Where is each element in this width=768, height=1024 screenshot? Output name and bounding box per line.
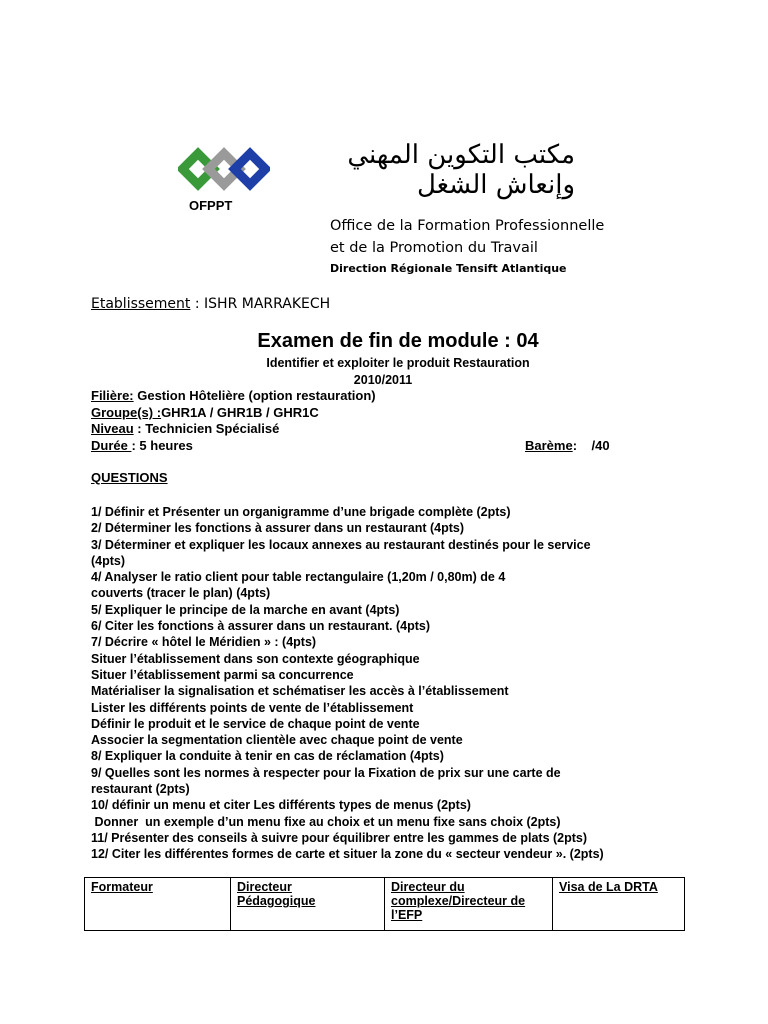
- filiere-line: [91, 388, 376, 403]
- office-line-2: et de la Promotion du Travail: [330, 240, 538, 256]
- exam-subtitle: Identifier et exploiter le produit Restauration: [266, 356, 530, 370]
- table-row: [85, 878, 685, 931]
- bareme-line: [525, 438, 610, 453]
- duree-value: : 5 heures: [131, 438, 193, 453]
- question-line: 12/ Citer les différentes formes de carte et situer la zone du « secteur vendeur ». (2pts): [91, 847, 604, 862]
- question-line: 2/ Déterminer les fonctions à assurer dans un restaurant (4pts): [91, 521, 465, 536]
- filiere-value: Gestion Hôtelière (option restauration): [133, 388, 376, 403]
- bareme-value: : /40: [572, 438, 610, 453]
- signature-cell-directeur-complexe: [385, 878, 553, 931]
- question-line: (4pts): [91, 553, 126, 568]
- groupes-value: GHR1A / GHR1B / GHR1C: [161, 405, 319, 420]
- groupes-label: Groupe(s) :: [91, 405, 162, 420]
- complexe-label-l2: complexe/Directeur de: [391, 894, 526, 908]
- question-line: Matérialiser la signalisation et schématiser les accès à l’établissement: [91, 684, 509, 699]
- arabic-title: مكتب التكوين المهني وإنعاش الشغل: [347, 140, 575, 200]
- niveau-line: [91, 421, 279, 436]
- question-line: 8/ Expliquer la conduite à tenir en cas de réclamation (4pts): [91, 749, 444, 764]
- question-line: 1/ Définir et Présenter un organigramme d’une brigade complète (2pts): [91, 505, 511, 519]
- question-line: Définir le produit et le service de chaque point de vente: [91, 716, 420, 731]
- question-line: restaurant (2pts): [91, 782, 190, 797]
- etablissement-line: [91, 296, 330, 312]
- groupes-line: [91, 405, 319, 420]
- questions-list: [91, 504, 691, 863]
- question-line: Situer l’établissement dans son contexte géographique: [91, 651, 420, 666]
- etablissement-label: Etablissement: [91, 296, 191, 312]
- exam-year: 2010/2011: [353, 373, 413, 387]
- logo-text: OFPPT: [189, 198, 233, 213]
- question-line: 4/ Analyser le ratio client pour table rectangulaire (1,20m / 0,80m) de 4: [91, 570, 506, 585]
- question-line: 9/ Quelles sont les normes à respecter pour la Fixation de prix sur une carte de: [91, 765, 561, 780]
- etablissement-value: ISHR MARRAKECH: [204, 296, 331, 312]
- directeur-label-l1: Directeur: [237, 880, 292, 894]
- duree-label: Durée: [91, 438, 132, 453]
- duree-line: [91, 438, 193, 453]
- formateur-label: Formateur: [91, 880, 153, 894]
- signature-cell-formateur: [85, 878, 231, 931]
- exam-title: Examen de fin de module : 04: [257, 330, 539, 352]
- signature-cell-directeur-pedagogique: [231, 878, 385, 931]
- complexe-label-l1: Directeur du: [391, 880, 465, 894]
- question-line: 5/ Expliquer le principe de la marche en avant (4pts): [91, 602, 400, 617]
- niveau-value: : Technicien Spécialisé: [133, 421, 280, 436]
- niveau-label: Niveau: [91, 421, 134, 436]
- question-line: 11/ Présenter des conseils à suivre pour équilibrer entre les gammes de plats (2pts): [91, 830, 588, 845]
- signature-table: [84, 877, 685, 931]
- office-line-3: Direction Régionale Tensift Atlantique: [330, 262, 567, 275]
- question-line: Lister les différents points de vente de l’établissement: [91, 700, 414, 715]
- signature-cell-drta: [553, 878, 685, 931]
- question-line: Situer l’établissement parmi sa concurrence: [91, 667, 354, 682]
- directeur-label-l2: Pédagogique: [237, 894, 316, 908]
- question-line: 6/ Citer les fonctions à assurer dans un restaurant. (4pts): [91, 619, 430, 634]
- question-line: 10/ définir un menu et citer Les différents types de menus (2pts): [91, 798, 471, 813]
- questions-title: QUESTIONS: [91, 470, 168, 485]
- question-line: 3/ Déterminer et expliquer les locaux annexes au restaurant destinés pour le service: [91, 537, 591, 552]
- drta-label: Visa de La DRTA: [559, 880, 658, 894]
- question-line: couverts (tracer le plan) (4pts): [91, 586, 271, 601]
- question-line: Donner un exemple d’un menu fixe au choix et un menu fixe sans choix (2pts): [91, 814, 561, 829]
- office-line-1: Office de la Formation Professionnelle: [330, 218, 605, 234]
- complexe-label-l3: l’EFP: [391, 908, 423, 922]
- bareme-label: Barème: [525, 438, 573, 453]
- filiere-label: Filière:: [91, 388, 134, 403]
- question-line: 7/ Décrire « hôtel le Méridien » : (4pts): [91, 635, 317, 650]
- etablissement-separator: :: [190, 296, 205, 312]
- question-line: Associer la segmentation clientèle avec chaque point de vente: [91, 733, 463, 748]
